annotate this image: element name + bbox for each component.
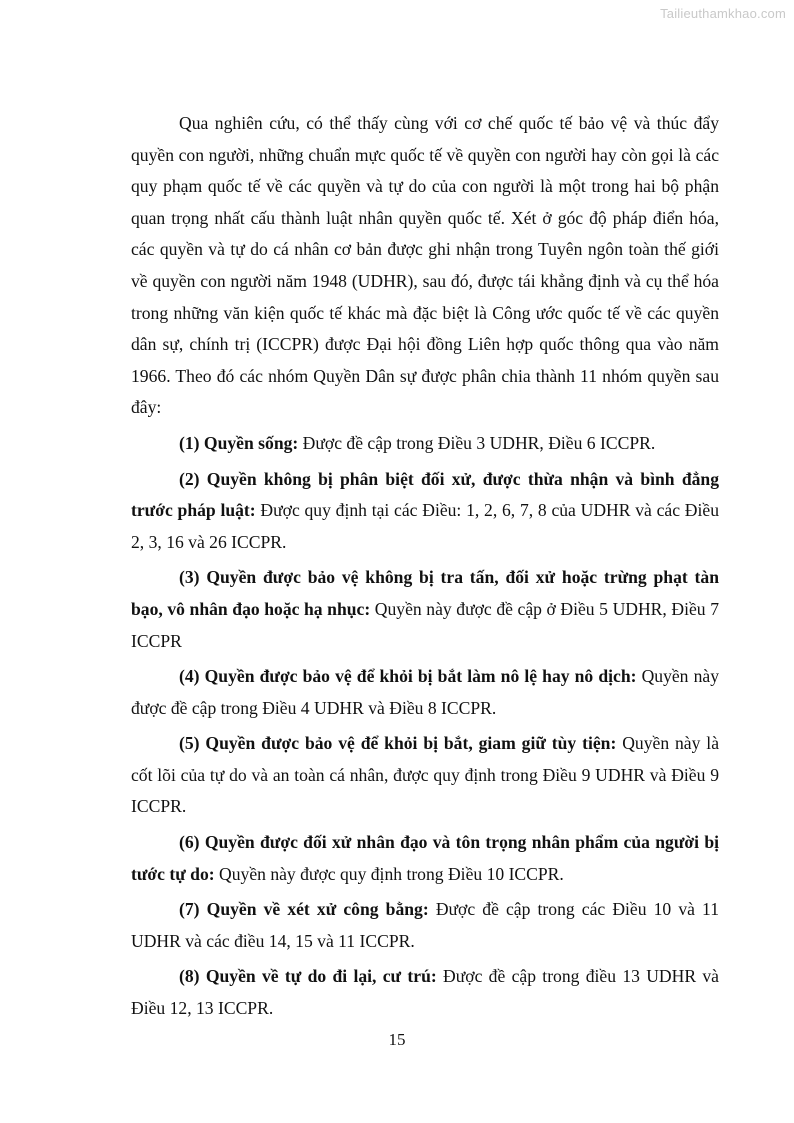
page-number: 15 [388,1030,406,1049]
right-text: Quyền này được quy định trong Điều 10 ICCPR. [214,863,564,884]
right-heading: (8) Quyền về tự do đi lại, cư trú: [179,966,437,987]
right-item-8 [131,961,719,1024]
right-heading: (4) Quyền được bảo vệ để khỏi bị bắt làm nô lệ hay nô dịch: [179,666,637,687]
watermark: Tailieuthamkhao.com [660,6,786,21]
right-heading: (7) Quyền về xét xử công bằng: [179,899,429,920]
page-body [131,108,719,1029]
intro-paragraph: Qua nghiên cứu, có thể thấy cùng với cơ chế quốc tế bảo vệ và thúc đẩy quyền con người, những chuẩn mực quốc tế về quyền con người hay còn gọi là các quy phạm quốc tế về các quyền và tự do của con người là một trong hai bộ phận quan trọng nhất cấu thành luật nhân quyền quốc tế. Xét ở góc độ pháp điển hóa, các quyền và tự do cá nhân cơ bản được ghi nhận trong Tuyên ngôn toàn thế giới về quyền con người năm 1948 (UDHR), sau đó, được tái khẳng định và cụ thể hóa trong những văn kiện quốc tế khác mà đặc biệt là Công ước quốc tế về các quyền dân sự, chính trị (ICCPR) được Đại hội đồng Liên hợp quốc thông qua vào năm 1966. Theo đó các nhóm Quyền Dân sự được phân chia thành 11 nhóm quyền sau đây: [131,113,719,418]
right-text: Quyền này là cốt lõi của tự do và an toàn cá nhân, được quy định trong Điều 9 UDHR và Điều 9 ICCPR. [131,733,720,817]
right-heading: (6) Quyền được đối xử nhân đạo và tôn trọng nhân phẩm của người bị tước tự do: [131,832,719,884]
right-item-7 [131,894,719,957]
right-text: Được đề cập trong các Điều 10 và 11 UDHR và các điều 14, 15 và 11 ICCPR. [131,899,719,951]
right-heading: (5) Quyền được bảo vệ để khỏi bị bắt, giam giữ tùy tiện: [179,733,617,754]
right-item-3 [131,562,719,657]
right-heading: (3) Quyền được bảo vệ không bị tra tấn, đối xử hoặc trừng phạt tàn bạo, vô nhân đạo hoặc hạ nhục: [131,567,719,619]
right-item-1 [131,428,719,460]
right-text: Quyền này được đề cập ở Điều 5 UDHR, Điều 7 ICCPR [131,598,719,651]
right-heading: (2) Quyền không bị phân biệt đối xử, được thừa nhận và bình đẳng trước pháp luật: [131,468,719,521]
right-heading: (1) Quyền sống: [179,432,299,453]
right-text: Được đề cập trong Điều 3 UDHR, Điều 6 ICCPR. [298,432,656,453]
right-text: Được đề cập trong điều 13 UDHR và Điều 12, 13 ICCPR. [131,966,719,1019]
right-item-5 [131,728,719,823]
right-item-4 [131,661,719,724]
right-item-6 [131,827,719,890]
right-item-2 [131,464,719,559]
right-text: Quyền này được đề cập trong Điều 4 UDHR và Điều 8 ICCPR. [131,666,719,718]
right-text: Được quy định tại các Điều: 1, 2, 6, 7, 8 của UDHR và các Điều 2, 3, 16 và 26 ICCPR. [131,500,719,552]
